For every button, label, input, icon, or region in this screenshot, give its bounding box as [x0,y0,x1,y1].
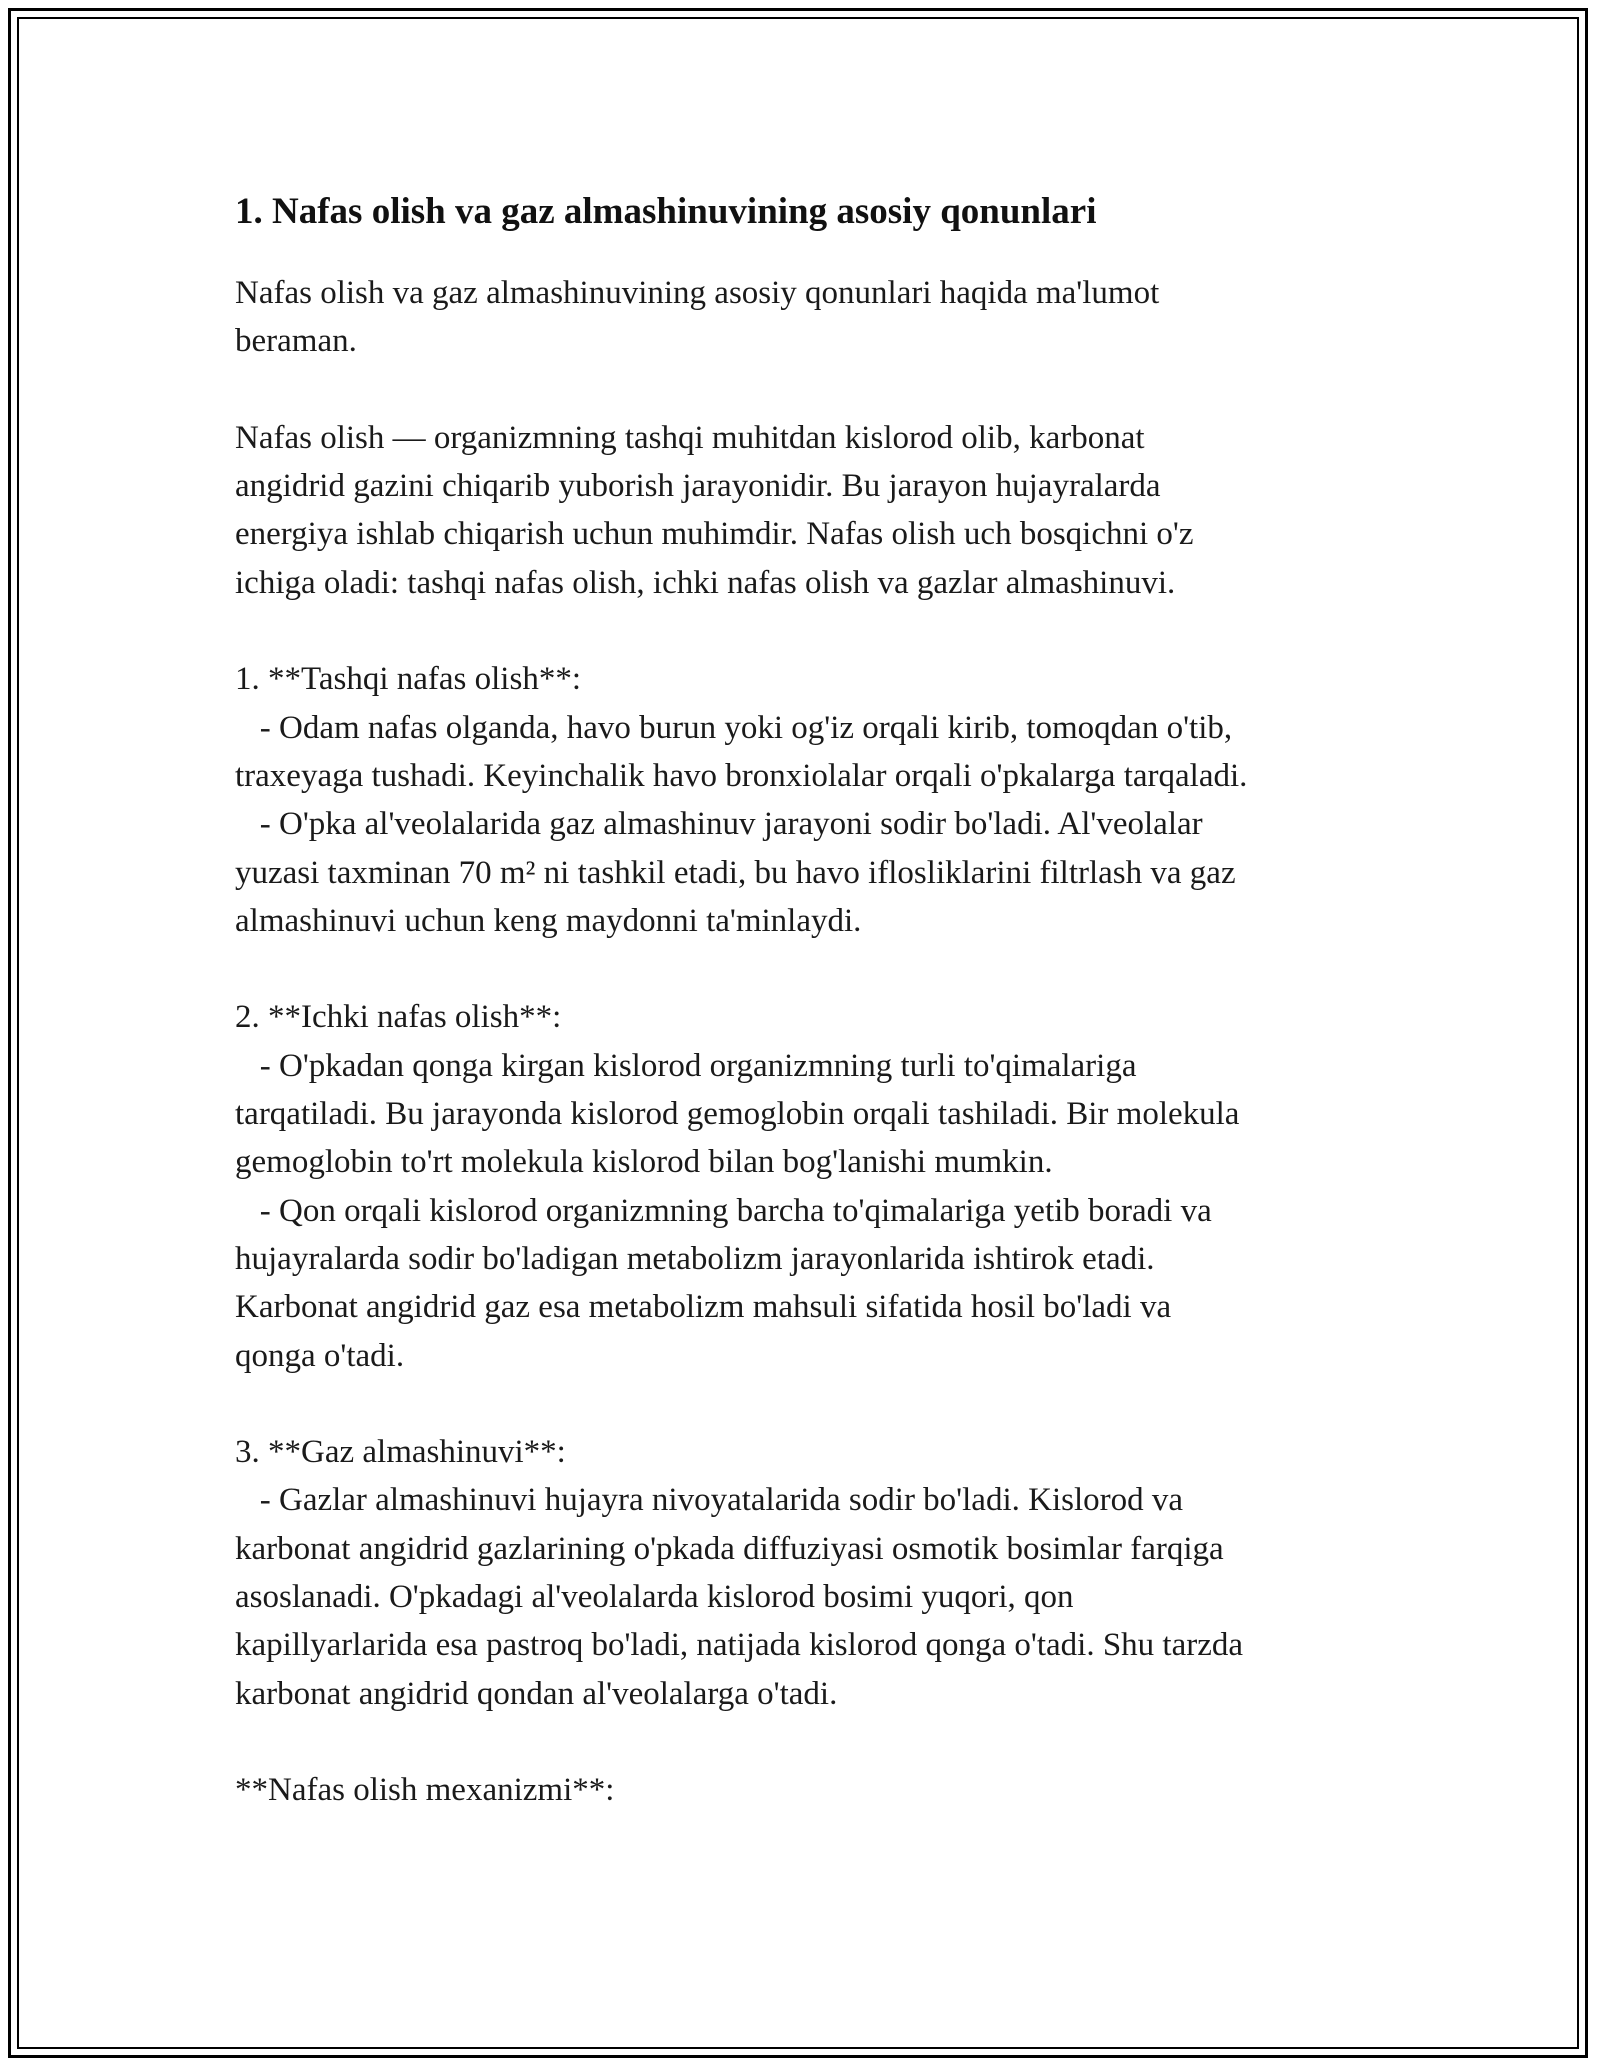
document-body: Nafas olish va gaz almashinuvining asosiy qonunlari haqida ma'lumot beraman. Nafas olish — organizmning tashqi muhitdan kislorod olib, karbonat angidrid gazini chiqarib yuborish jarayonidir. Bu jarayon hujayralarda energiya ishlab chiqarish uchun muhimdir. Nafas olish uch bosqichni o'z ichiga oladi: tashqi nafas olish, ichki nafas olish va gazlar almashinuvi. 1. **Tashqi nafas olish**: - Odam nafas olganda, havo burun yoki og'iz orqali kirib, tomoqdan o'tib, traxeyaga tushadi. Keyinchalik havo bronxiolalar orqali o'pkalarga tarqaladi. - O'pka al'veolalarida gaz almashinuv jarayoni sodir bo'ladi. Al'veolalar yuzasi taxminan 70 m² ni tashkil etadi, bu havo iflosliklarini filtrlash va gaz almashinuvi uchun keng maydonni ta'minlaydi. 2. **Ichki nafas olish**: - O'pkadan qonga kirgan kislorod organizmning turli to'qimalariga tarqatiladi. Bu jarayonda kislorod gemoglobin orqali tashiladi. Bir molekula gemoglobin to'rt molekula kislorod bilan bog'lanishi mumkin. - Qon orqali kislorod organizmning barcha to'qimalariga yetib boradi va hujayralarda sodir bo'ladigan metabolizm jarayonlarida ishtirok etadi. Karbonat angidrid gaz esa metabolizm mahsuli sifatida hosil bo'ladi va qonga o'tadi. 3. **Gaz almashinuvi**: - Gazlar almashinuvi hujayra nivoyatalarida sodir bo'ladi. Kislorod va karbonat angidrid gazlarining o'pkada diffuziyasi osmotik bosimlar farqiga asoslanadi. O'pkadagi al'veolalarda kislorod bosimi yuqori, qon kapillyarlarida esa pastroq bo'ladi, natijada kislorod qonga o'tadi. Shu tarzda karbonat angidrid qondan al'veolalarga o'tadi. **Nafas olish mexanizmi**: [235,275,1248,1809]
document-page [235,185,1395,1815]
document-title: 1. Nafas olish va gaz almashinuvining asosiy qonunlari [235,191,1097,232]
